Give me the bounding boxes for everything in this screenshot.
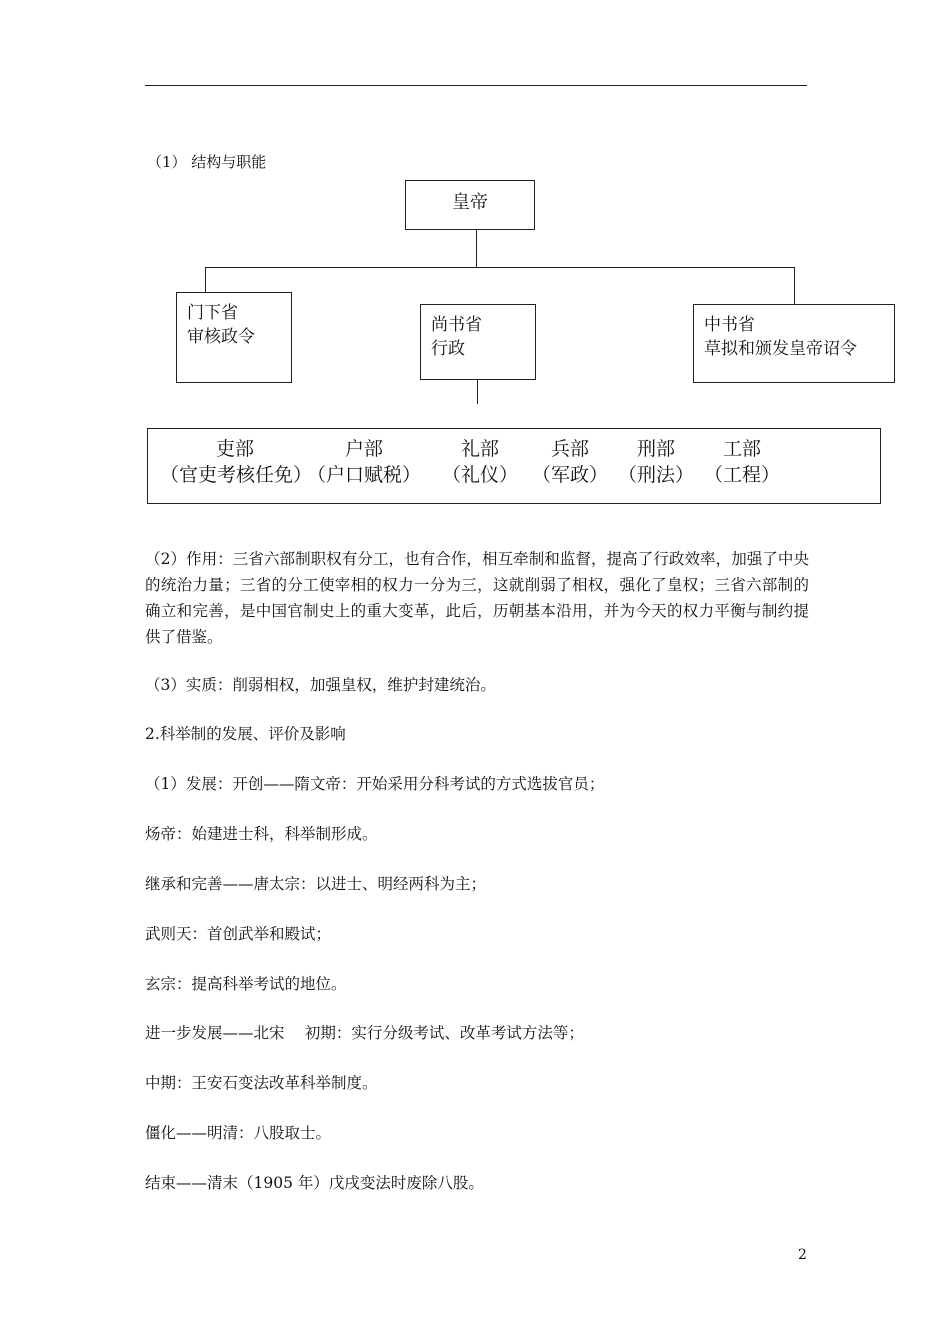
ministry-role: （工程） bbox=[703, 464, 780, 486]
shangshu-name: 尚书省 bbox=[431, 315, 482, 335]
paragraph-function: （2）作用：三省六部制职权有分工，也有合作，相互牵制和监督，提高了行政效率，加强了中央的统治力量；三省的分工使宰相的权力一分为三，这就削弱了相权，强化了皇权；三省六部制的确立和完善，是中国官制史上的重大变革，此后，历朝基本沿用，并为今天的权力平衡与制约提供了借鉴。 bbox=[145, 550, 809, 646]
ministry-role: （礼仪） bbox=[441, 464, 518, 486]
paragraph-development-5: 玄宗：提高科举考试的地位。 bbox=[145, 975, 347, 993]
ministry-role: （户口赋税） bbox=[306, 464, 421, 486]
ministry-name: 刑部 bbox=[636, 438, 675, 460]
ministry-name: 户部 bbox=[344, 438, 383, 460]
ministry-role: （军政） bbox=[531, 464, 608, 486]
paragraph-development-6: 进一步发展——北宋 初期：实行分级考试、改革考试方法等； bbox=[145, 1024, 584, 1042]
zhongshu-box bbox=[693, 304, 895, 383]
menxia-connector bbox=[205, 267, 206, 292]
page-number: 2 bbox=[798, 1247, 807, 1263]
shangshu-box bbox=[420, 304, 536, 380]
paragraph-development-8: 僵化——明清：八股取士。 bbox=[145, 1124, 332, 1142]
zhongshu-name: 中书省 bbox=[704, 315, 755, 335]
paragraph-development-7: 中期：王安石变法改革科举制度。 bbox=[145, 1074, 378, 1092]
paragraph-development-3: 继承和完善——唐太宗：以进士、明经两科为主； bbox=[145, 875, 487, 893]
ministry-personnel bbox=[160, 436, 313, 488]
zhongshu-connector bbox=[794, 267, 795, 304]
ministry-revenue bbox=[305, 436, 423, 488]
menxia-name: 门下省 bbox=[187, 303, 238, 323]
paragraph-development-1: （1）发展：开创——隋文帝：开始采用分科考试的方式选拔官员； bbox=[145, 775, 605, 793]
paragraph-development-9: 结束——清末（1905 年）戊戌变法时废除八股。 bbox=[145, 1174, 484, 1192]
menxia-box bbox=[176, 292, 292, 383]
section-heading-structure: （1） 结构与职能 bbox=[147, 153, 267, 171]
menxia-role: 审核政令 bbox=[187, 327, 255, 347]
ministry-name: 礼部 bbox=[460, 438, 499, 460]
emperor-label: 皇帝 bbox=[452, 192, 488, 213]
emperor-connector bbox=[476, 230, 477, 267]
ministry-name: 工部 bbox=[722, 438, 761, 460]
ministry-role: （刑法） bbox=[617, 464, 694, 486]
ministry-name: 兵部 bbox=[550, 438, 589, 460]
ministry-war bbox=[522, 436, 618, 488]
shangshu-role: 行政 bbox=[431, 339, 465, 359]
paragraph-development-2: 炀帝：始建进士科，科举制形成。 bbox=[145, 825, 378, 843]
ministry-name: 吏部 bbox=[215, 438, 254, 460]
ministry-works bbox=[694, 436, 790, 488]
ministry-rites bbox=[432, 436, 528, 488]
branch-connector bbox=[205, 267, 794, 268]
header-rule bbox=[145, 85, 807, 86]
emperor-box bbox=[405, 180, 535, 230]
zhongshu-role: 草拟和颁发皇帝诏令 bbox=[704, 339, 857, 359]
paragraph-development-4: 武则天：首创武举和殿试； bbox=[145, 925, 332, 943]
section-heading-exam: 2.科举制的发展、评价及影响 bbox=[145, 725, 346, 743]
paragraph-essence: （3）实质：削弱相权，加强皇权，维护封建统治。 bbox=[145, 676, 496, 694]
ministry-role: （官吏考核任免） bbox=[160, 464, 313, 486]
shangshu-connector bbox=[477, 380, 478, 404]
ministry-justice bbox=[608, 436, 704, 488]
